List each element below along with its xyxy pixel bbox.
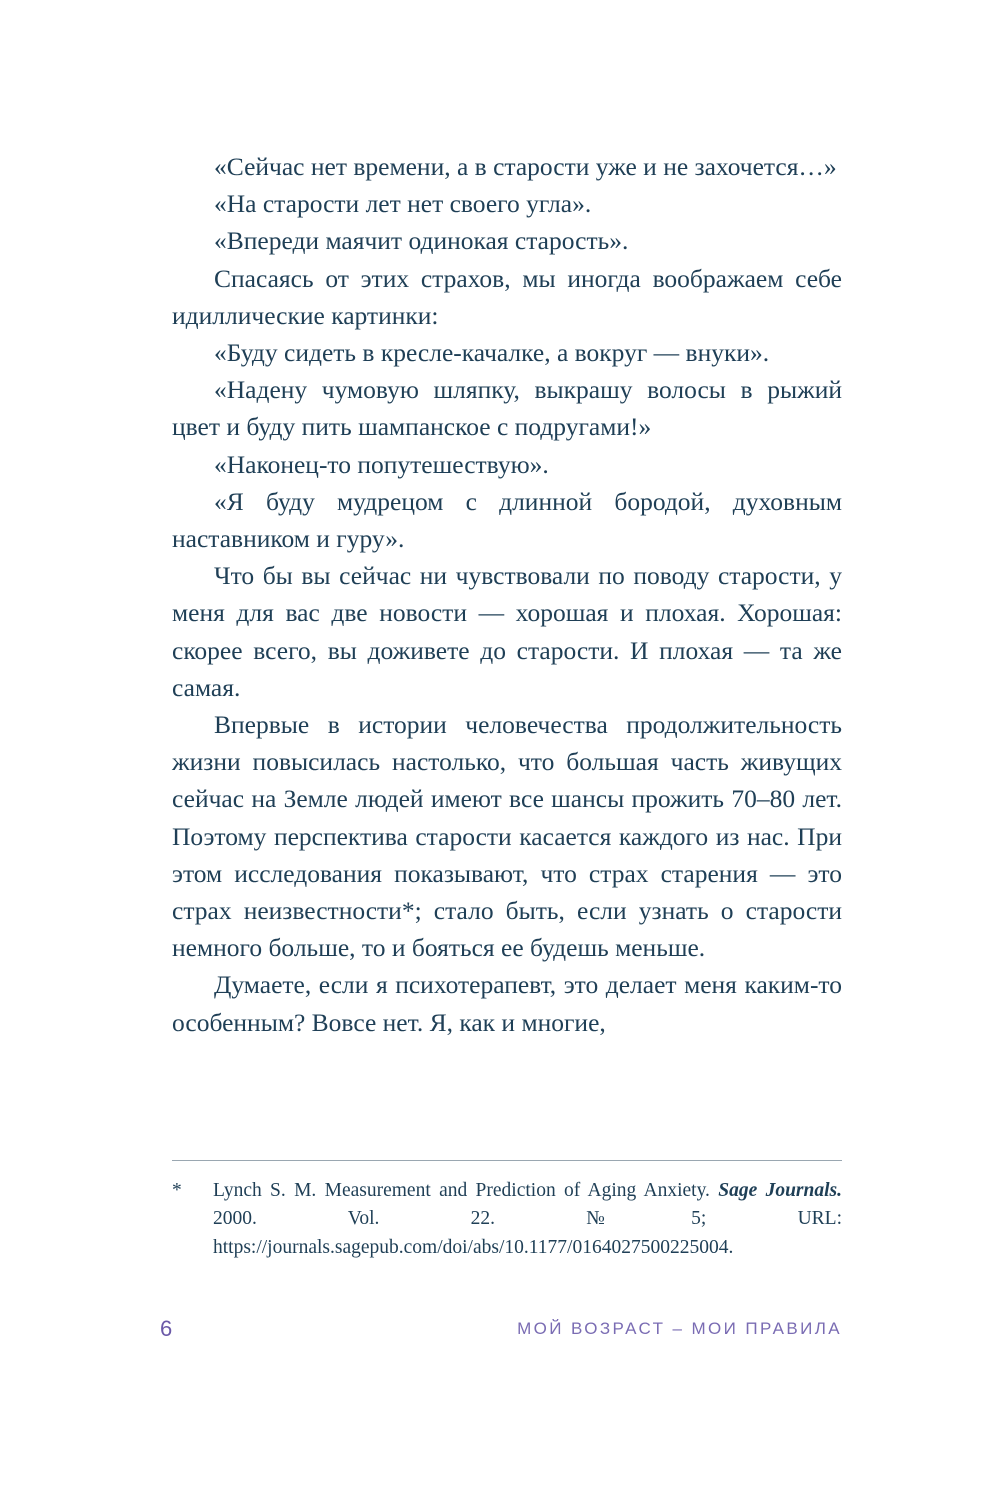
main-text — [172, 148, 842, 1041]
running-head: МОЙ ВОЗРАСТ – МОИ ПРАВИЛА — [517, 1319, 842, 1338]
paragraph-psychotherapist: Думаете, если я психотерапевт, это делает меня каким-то особенным? Вовсе нет. Я, как и многие, — [172, 970, 842, 1037]
paragraph-quote-hat: «Надену чумовую шляпку, выкрашу волосы в рыжий цвет и буду пить шампанское с подругами!» — [172, 375, 842, 442]
paragraph-quote-no-corner: «На старости лет нет своего угла». — [214, 189, 592, 219]
footnote-citation: Lynch S. M. Measurement and Prediction of Aging Anxiety. — [213, 1180, 710, 1201]
page-number: 6 — [160, 1316, 173, 1341]
footnote-details: 2000. Vol. 22. №5; URL: https://journals.sagepub.com/doi/abs/10.1177/0164027500225004. — [213, 1208, 842, 1258]
footnote-divider — [172, 1160, 842, 1161]
paragraph-two-news: Что бы вы сейчас ни чувствовали по поводу старости, у меня для вас две новости — хорошая и плохая. Хорошая: скорее всего, вы доживете до старости. И плохая — та же самая. — [172, 561, 842, 702]
paragraph-quote-sage: «Я буду мудрецом с длинной бородой, духовным наставником и гуру». — [172, 486, 842, 554]
paragraph-quote-travel: «Наконец-то попутешествую». — [214, 449, 549, 479]
paragraph-escaping-fears: Спасаясь от этих страхов, мы иногда воображаем себе идиллические картинки: — [172, 263, 842, 330]
paragraph-quote-no-time: «Сейчас нет времени, а в старости уже и не захочется…» — [214, 152, 837, 181]
paragraph-quote-lonely: «Впереди маячит одинокая старость». — [214, 226, 629, 256]
footnote-text — [213, 1177, 842, 1262]
footnote — [172, 1177, 842, 1262]
paragraph-life-expectancy: Впервые в истории человечества продолжительность жизни повысилась настолько, что большая часть живущих сейчас на Земле людей имеют все шансы прожить 70–80 лет. Поэтому перспектива старости касается каждого из нас. При этом исследования показывают, что страх старения — это страх неизвестности*; стало быть, если узнать о старости немного больше, то и бояться ее будешь меньше. — [172, 710, 842, 963]
footnote-mark: * — [172, 1180, 182, 1201]
paragraph-quote-rocking-chair: «Буду сидеть в кресле-качалке, а вокруг — внуки». — [214, 338, 770, 368]
footnote-journal: Sage Journals. — [718, 1180, 842, 1201]
